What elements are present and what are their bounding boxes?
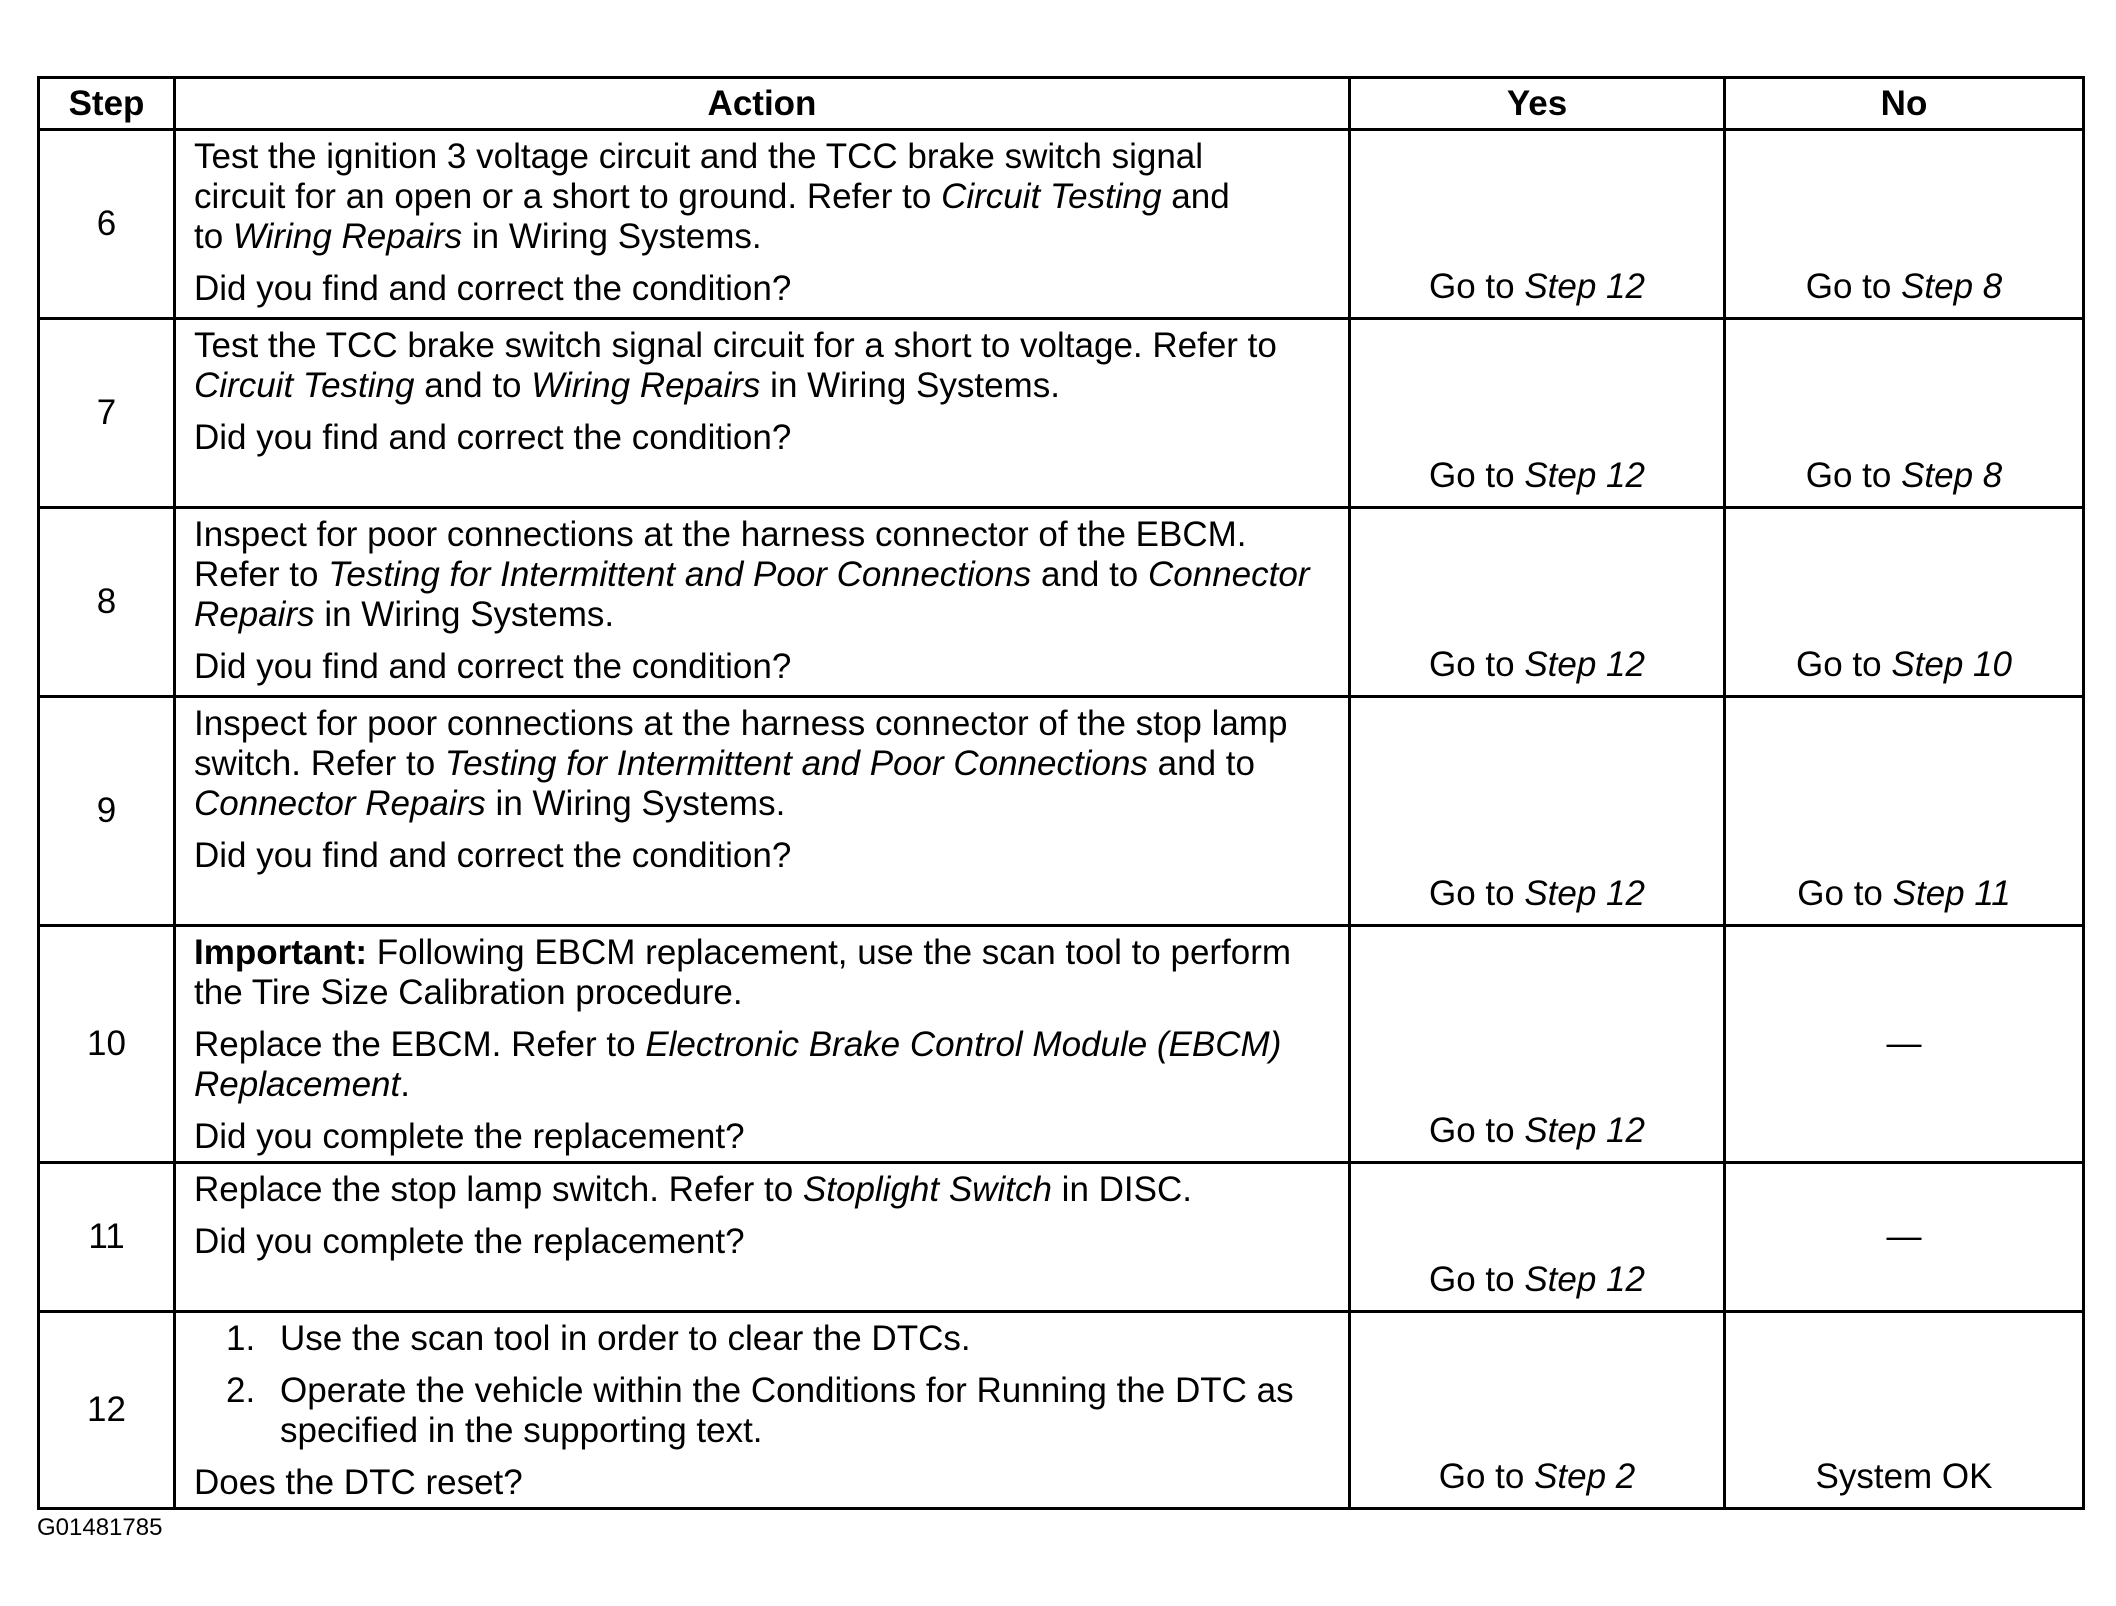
step-action [175, 319, 1350, 508]
action-question: Does the DTC reset? [194, 1463, 523, 1502]
action-question: Did you find and correct the condition? [194, 269, 792, 308]
step-row-12 [39, 1312, 2084, 1509]
yes-step-ref: Step 12 [1524, 1260, 1645, 1299]
header-action: Action [175, 78, 1350, 130]
reference-link: Wiring Repairs [531, 366, 761, 405]
no-step-ref: Step 10 [1891, 645, 2012, 684]
step-action [175, 508, 1350, 697]
step-number: 12 [39, 1312, 175, 1509]
step-action [175, 130, 1350, 319]
no-result: Go to Step 8 [1725, 319, 2084, 508]
action-instruction: Replace the stop lamp switch. Refer to Stoplight Switch in DISC. [194, 1170, 1192, 1209]
no-result: Go to Step 11 [1725, 697, 2084, 926]
reference-link: Electronic Brake Control Module (EBCM) Replacement [194, 1025, 1282, 1104]
step-number: 9 [39, 697, 175, 926]
yes-result: Go to Step 12 [1350, 926, 1725, 1163]
step-number: 11 [39, 1163, 175, 1312]
no-step-ref: Step 11 [1892, 874, 2011, 913]
action-question: Did you complete the replacement? [194, 1222, 745, 1261]
list-item [226, 1319, 1334, 1359]
yes-step-ref: Step 2 [1534, 1457, 1636, 1496]
step-number: 6 [39, 130, 175, 319]
action-question: Did you find and correct the condition? [194, 647, 792, 686]
no-result: Go to Step 8 [1725, 130, 2084, 319]
step-row-9 [39, 697, 2084, 926]
action-question: Did you complete the replacement? [194, 1117, 745, 1156]
yes-step-ref: Step 12 [1524, 874, 1645, 913]
no-result: — [1725, 1163, 2084, 1312]
action-question: Did you find and correct the condition? [194, 836, 792, 875]
yes-step-ref: Step 12 [1524, 1111, 1645, 1150]
step-row-8 [39, 508, 2084, 697]
diagnostic-steps-table [37, 76, 2085, 1510]
step-action [175, 1312, 1350, 1509]
reference-link: Circuit Testing [194, 366, 415, 405]
list-item [226, 1371, 1334, 1451]
yes-step-ref: Step 12 [1524, 645, 1645, 684]
action-instruction: Test the TCC brake switch signal circuit for a short to voltage. Refer to Circuit Testing and to Wiring Repairs in Wiring Systems. [194, 326, 1277, 405]
figure-id: G01481785 [37, 1514, 163, 1541]
no-result: System OK [1725, 1312, 2084, 1509]
list-number: 2. [226, 1371, 256, 1410]
step-action [175, 697, 1350, 926]
step-row-6 [39, 130, 2084, 319]
yes-result: Go to Step 2 [1350, 1312, 1725, 1509]
step-row-10 [39, 926, 2084, 1163]
reference-link: Stoplight Switch [802, 1170, 1052, 1209]
header-step: Step [39, 78, 175, 130]
reference-link: Circuit Testing [941, 177, 1162, 216]
no-result: Go to Step 10 [1725, 508, 2084, 697]
list-text: Operate the vehicle within the Conditions for Running the DTC as specified in the supporting text. [280, 1371, 1294, 1450]
procedure-list [194, 1319, 1334, 1451]
action-instruction: Inspect for poor connections at the harness connector of the EBCM. Refer to Testing for Intermittent and Poor Connections and to Connector Repairs in Wiring Systems. [194, 515, 1310, 634]
no-result: — [1725, 926, 2084, 1163]
header-yes: Yes [1350, 78, 1725, 130]
yes-result: Go to Step 12 [1350, 319, 1725, 508]
yes-step-ref: Step 12 [1524, 456, 1645, 495]
step-row-11 [39, 1163, 2084, 1312]
yes-result: Go to Step 12 [1350, 697, 1725, 926]
list-number: 1. [226, 1319, 256, 1358]
reference-link: Wiring Repairs [232, 217, 463, 256]
action-instruction: Inspect for poor connections at the harness connector of the stop lamp switch. Refer to Testing for Intermittent and Poor Connections and to Connector Repairs in Wiring Systems. [194, 704, 1288, 823]
yes-step-ref: Step 12 [1524, 267, 1645, 306]
list-text: Use the scan tool in order to clear the DTCs. [280, 1319, 971, 1358]
step-row-7 [39, 319, 2084, 508]
step-number: 8 [39, 508, 175, 697]
header-row [39, 78, 2084, 130]
yes-result: Go to Step 12 [1350, 1163, 1725, 1312]
action-instruction: Test the ignition 3 voltage circuit and the TCC brake switch signal circuit for an open or a short to ground. Refer to Circuit Testing and to Wiring Repairs in Wiring Systems. [194, 137, 1230, 256]
action-question: Did you find and correct the condition? [194, 418, 792, 457]
reference-link: Connector Repairs [194, 555, 1310, 634]
important-note: Important: Following EBCM replacement, use the scan tool to perform the Tire Size Calibration procedure. [194, 933, 1292, 1012]
no-step-ref: Step 8 [1901, 456, 2003, 495]
action-instruction: Replace the EBCM. Refer to Electronic Brake Control Module (EBCM) Replacement. [194, 1025, 1282, 1104]
yes-result: Go to Step 12 [1350, 508, 1725, 697]
important-label: Important: [194, 933, 368, 972]
reference-link: Testing for Intermittent and Poor Connections [444, 744, 1148, 783]
header-no: No [1725, 78, 2084, 130]
step-action [175, 926, 1350, 1163]
reference-link: Testing for Intermittent and Poor Connections [328, 555, 1032, 594]
yes-result: Go to Step 12 [1350, 130, 1725, 319]
step-number: 7 [39, 319, 175, 508]
no-step-ref: Step 8 [1901, 267, 2003, 306]
step-number: 10 [39, 926, 175, 1163]
reference-link: Connector Repairs [194, 784, 486, 823]
step-action [175, 1163, 1350, 1312]
